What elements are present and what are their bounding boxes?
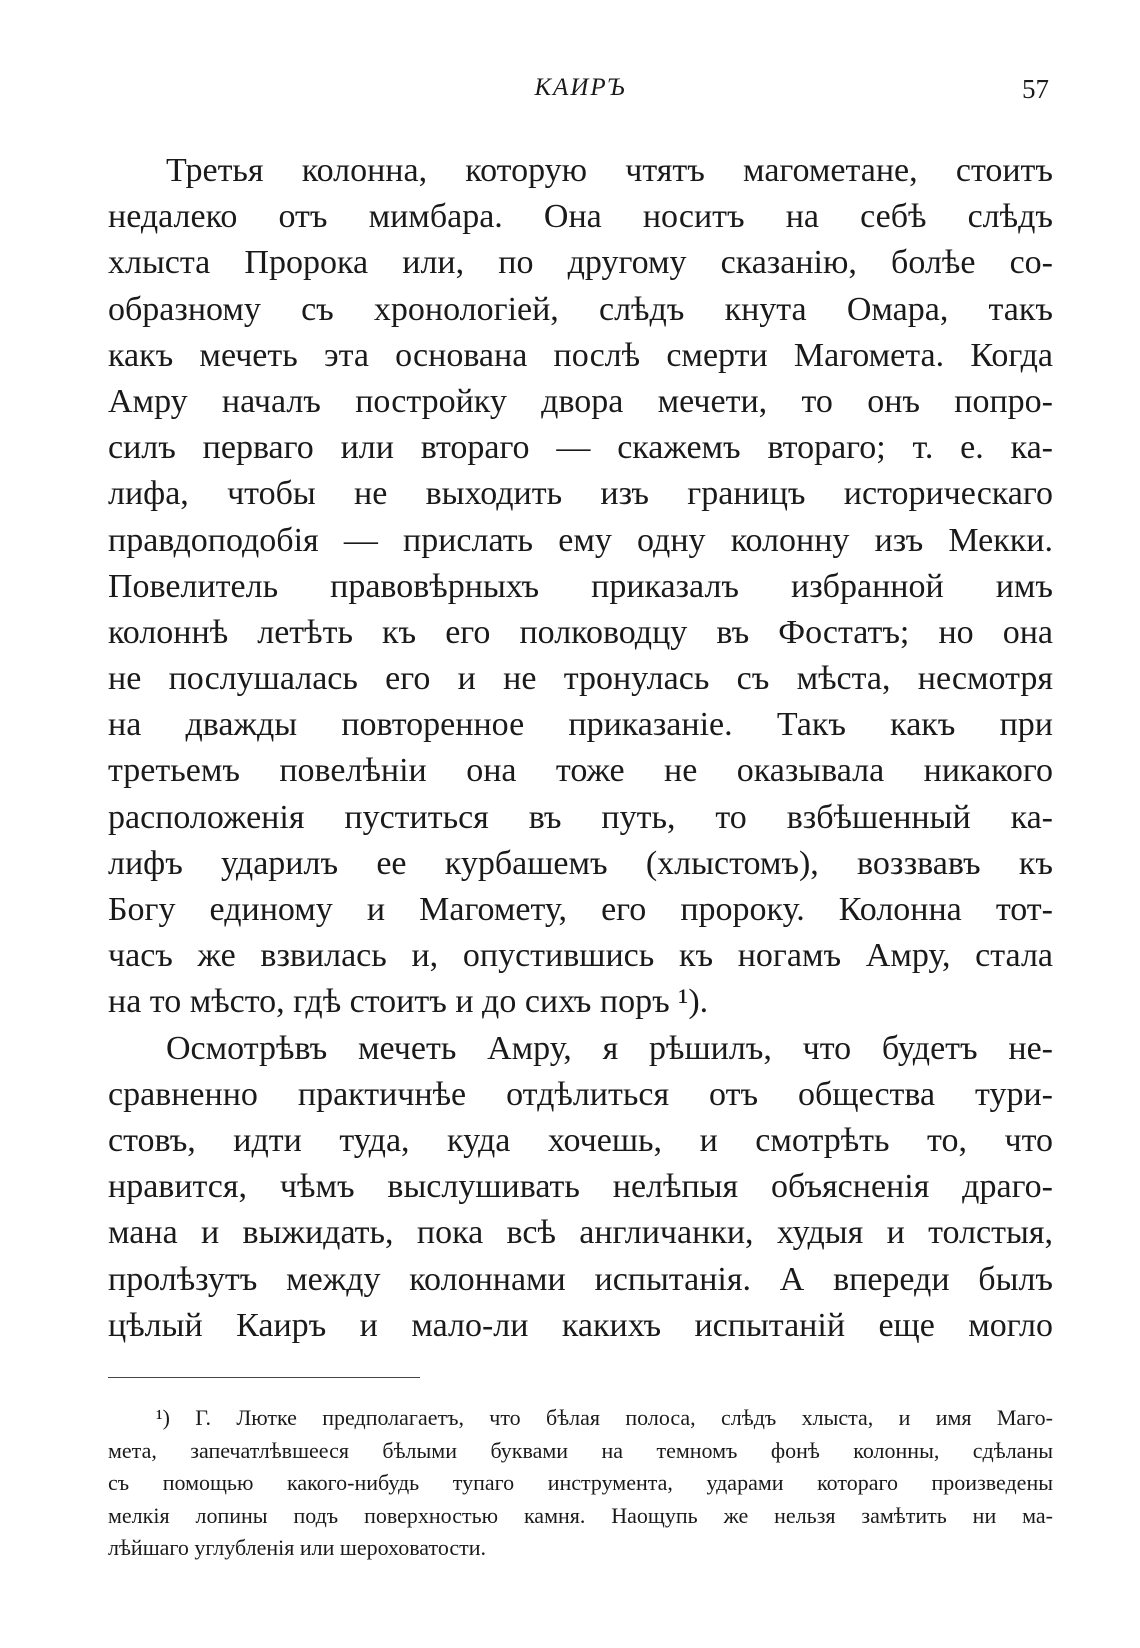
text-line: на дважды повторенное приказаніе. Такъ какъ при bbox=[108, 706, 1053, 744]
footnote-line: съ помощью какого-нибудь тупаго инструмента, ударами котораго произведены bbox=[108, 1470, 1053, 1496]
text-line: какъ мечеть эта основана послѣ смерти Магомета. Когда bbox=[108, 336, 1053, 374]
footnote-line: мелкія лопины подъ поверхностью камня. Наощупь же нельзя замѣтить ни ма- bbox=[108, 1502, 1053, 1528]
text-line: не послушалась его и не тронулась съ мѣста, несмотря bbox=[108, 660, 1053, 698]
text-line: недалеко отъ мимбара. Она носитъ на себѣ слѣдъ bbox=[108, 198, 1053, 236]
text-line: образному съ хронологіей, слѣдъ кнута Омара, такъ bbox=[108, 290, 1053, 328]
text-line: лифа, чтобы не выходить изъ границъ историческаго bbox=[108, 475, 1053, 513]
footnote-line: ¹) Г. Лютке предполагаетъ, что бѣлая полоса, слѣдъ хлыста, и имя Маго- bbox=[156, 1405, 1053, 1430]
text-line: пролѣзутъ между колоннами испытанія. А впереди былъ bbox=[108, 1260, 1053, 1298]
text-line: цѣлый Каиръ и мало-ли какихъ испытаній еще могло bbox=[108, 1306, 1053, 1344]
text-line: третьемъ повелѣніи она тоже не оказывала никакого bbox=[108, 752, 1053, 790]
text-line: сравненно практичнѣе отдѣлиться отъ общества тури- bbox=[108, 1075, 1053, 1113]
text-line: правдоподобія — прислать ему одну колонну изъ Мекки. bbox=[108, 521, 1053, 559]
text-line: колоннѣ летѣть къ его полководцу въ Фостатъ; но она bbox=[108, 613, 1053, 651]
text-line: Амру началъ постройку двора мечети, то онъ попро- bbox=[108, 382, 1053, 420]
running-title: КАИРЪ bbox=[534, 74, 627, 101]
text-line: хлыста Пророка или, по другому сказанію, болѣе со- bbox=[108, 244, 1053, 282]
text-line: часъ же взвилась и, опустившись къ ногамъ Амру, стала bbox=[108, 937, 1053, 975]
text-line: стовъ, идти туда, куда хочешь, и смотрѣть то, что bbox=[108, 1121, 1053, 1159]
text-line: Третья колонна, которую чтятъ магометане, стоитъ bbox=[166, 152, 1053, 189]
footnote-line: мета, запечатлѣвшееся бѣлыми буквами на темномъ фонѣ колонны, сдѣланы bbox=[108, 1437, 1053, 1463]
text-line: расположенія пуститься въ путь, то взбѣшенный ка- bbox=[108, 798, 1053, 836]
text-line: Осмотрѣвъ мечеть Амру, я рѣшилъ, что будетъ не- bbox=[166, 1029, 1053, 1067]
footnotes bbox=[108, 1402, 1053, 1565]
main-text bbox=[108, 148, 1053, 1349]
text-line: лифъ ударилъ ее курбашемъ (хлыстомъ), воззвавъ къ bbox=[108, 844, 1053, 882]
text-line: силъ перваго или втораго — скажемъ втораго; т. е. ка- bbox=[108, 429, 1053, 467]
page-header bbox=[108, 68, 1053, 108]
text-line: нравится, чѣмъ выслушивать нелѣпыя объясненія драго- bbox=[108, 1168, 1053, 1206]
text-line: Повелитель правовѣрныхъ приказалъ избранной имъ bbox=[108, 567, 1053, 605]
text-line: на то мѣсто, гдѣ стоитъ и до сихъ поръ ¹). bbox=[108, 983, 709, 1021]
footnote-line: лѣйшаго углубленія или шероховатости. bbox=[108, 1535, 487, 1561]
text-line: мана и выжидать, пока всѣ англичанки, худыя и толстыя, bbox=[108, 1214, 1053, 1252]
text-line: Богу единому и Магомету, его пророку. Колонна тот- bbox=[108, 891, 1053, 928]
footnote-separator bbox=[108, 1377, 420, 1378]
page-number: 57 bbox=[1022, 74, 1049, 104]
